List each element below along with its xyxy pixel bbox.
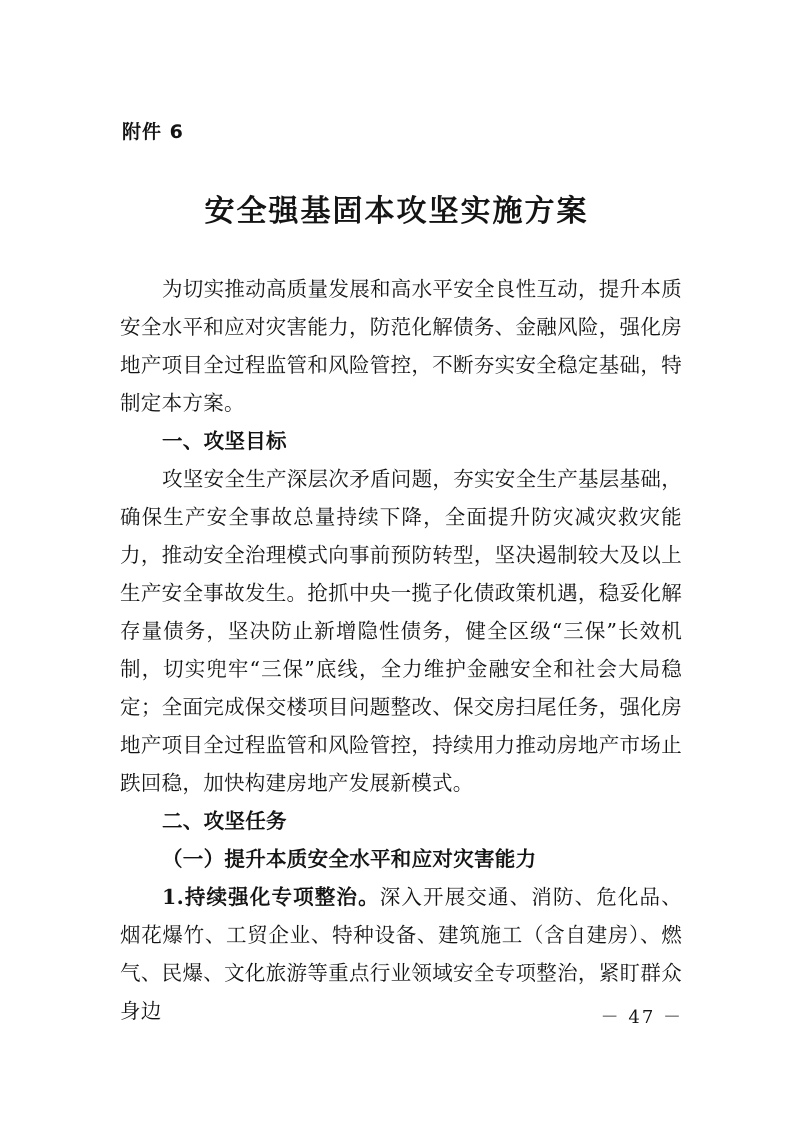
section-2-heading: 二、攻坚任务 [162,809,287,833]
section-1-paragraph: 攻坚安全生产深层次矛盾问题，夯实安全生产基层基础，确保生产安全事故总量持续下降，全面提升防灾减灾救灾能力，推动安全治理模式向事前预防转型，坚决遏制较大及以上生产安全事故发生。抢抓中央一揽子化债政策机遇，稳妥化解存量债务，坚决防止新增隐性债务，健全区级“三保”长效机制，切实兜牢“三保”底线，全力维护金融安全和社会大局稳定；全面完成保交楼项目问题整改、保交房扫尾任务，强化房地产项目全过程监管和风险管控，持续用力推动房地产市场止跌回稳，加快构建房地产发展新模式。 [120,467,682,795]
page-number: － 47 － [600,1007,683,1028]
attachment-label: 附件 6 [122,121,184,143]
item-1-text: 深入开展交通、消防、危化品、烟花爆竹、工贸企业、特种设备、建筑施工（含自建房）、燃气、民爆、文化旅游等重点行业领域安全专项整治，紧盯群众身边 [120,885,683,1023]
subsection-1-heading: （一）提升本质安全水平和应对灾害能力 [162,847,537,871]
document-title: 安全强基固本攻坚实施方案 [204,194,589,229]
item-1-lead: 1.持续强化专项整治。 [162,885,380,909]
intro-paragraph: 为切实推动高质量发展和高水平安全良性互动，提升本质安全水平和应对灾害能力，防范化解债务、金融风险，强化房地产项目全过程监管和风险管控，不断夯实安全稳定基础，特制定本方案。 [120,277,682,415]
document-body [120,270,682,1030]
section-1-heading: 一、攻坚目标 [162,429,287,453]
item-1-paragraph [120,878,682,1030]
